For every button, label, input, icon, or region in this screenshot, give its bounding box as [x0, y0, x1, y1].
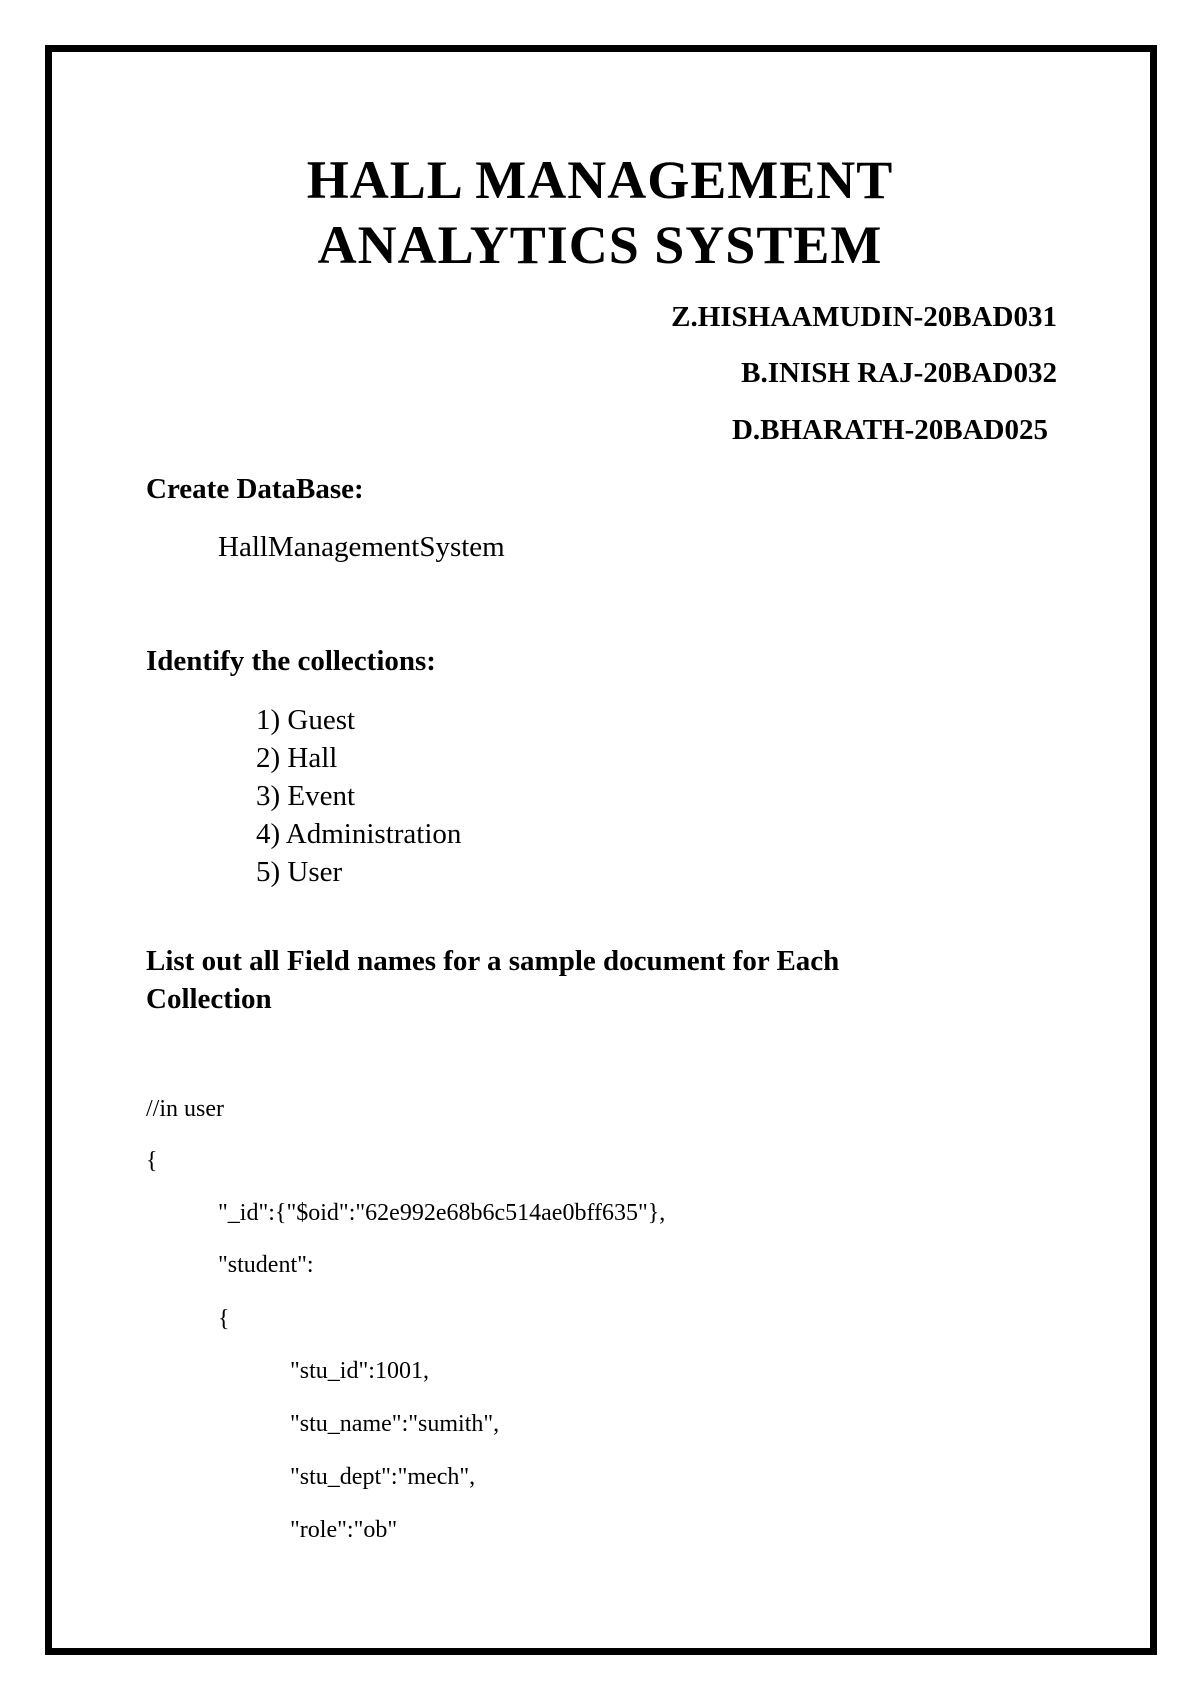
- fields-heading-line-2: Collection: [146, 983, 272, 1015]
- create-database-heading: Create DataBase:: [146, 473, 364, 505]
- code-stu-dept: "stu_dept":"mech",: [290, 1464, 476, 1490]
- page-border: [45, 45, 1157, 1655]
- code-id-line: "_id":{"$oid":"62e992e68b6c514ae0bff635"},: [218, 1200, 666, 1226]
- code-role: "role":"ob": [290, 1517, 398, 1543]
- list-item: 2) Hall: [256, 742, 338, 774]
- code-inner-open-brace: {: [218, 1306, 230, 1332]
- collections-list: [256, 701, 461, 891]
- list-item: 1) Guest: [256, 704, 356, 736]
- code-open-brace: {: [146, 1148, 158, 1174]
- author-3: D.BHARATH-20BAD025: [731, 414, 1048, 446]
- code-stu-name: "stu_name":"sumith",: [290, 1411, 500, 1437]
- collections-heading: Identify the collections:: [146, 645, 436, 677]
- code-stu-id: "stu_id":1001,: [290, 1358, 429, 1384]
- list-item: 3) Event: [256, 780, 356, 812]
- list-item: 4) Administration: [256, 818, 462, 850]
- code-comment: //in user: [146, 1096, 224, 1122]
- title-line-2: ANALYTICS SYSTEM: [317, 215, 883, 275]
- title-line-1: HALL MANAGEMENT: [306, 150, 894, 210]
- fields-heading-line-1: List out all Field names for a sample document for Each: [146, 945, 840, 977]
- database-name: HallManagementSystem: [218, 531, 505, 563]
- author-1: Z.HISHAAMUDIN-20BAD031: [671, 301, 1057, 333]
- author-2: B.INISH RAJ-20BAD032: [741, 357, 1057, 389]
- code-student-key: "student":: [218, 1252, 314, 1278]
- list-item: 5) User: [256, 856, 343, 888]
